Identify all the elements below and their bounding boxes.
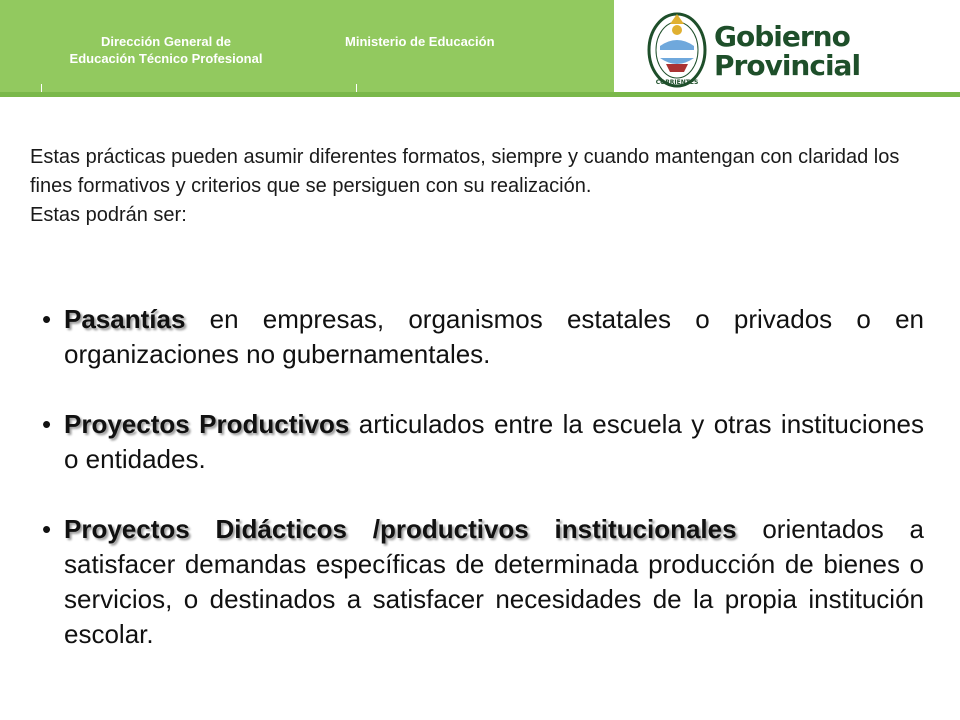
bullet-text: articulados entre la escuela y otras instituciones o entidades. <box>64 409 924 474</box>
bullet-proyectos-productivos <box>28 407 924 477</box>
bullet-pasantias <box>28 302 924 372</box>
bullet-term: Proyectos Productivos <box>64 409 350 439</box>
header-directorate <box>26 33 306 67</box>
intro-text <box>30 143 930 230</box>
corrientes-seal-icon <box>646 6 708 90</box>
bullet-dot-icon: • <box>42 514 52 544</box>
bullet-dot-icon: • <box>42 409 52 439</box>
intro-paragraph: Estas prácticas pueden asumir diferentes formatos, siempre y cuando mantengan con claridad los fines formativos y criterios que se persiguen con su realización. <box>30 146 900 197</box>
bullet-text: orientados a satisfacer demandas específicas de determinada producción de bienes o servicios, o destinados a satisfacer necesidades de la propia institución escolar. <box>64 514 924 649</box>
intro-lead: Estas podrán ser: <box>30 204 187 226</box>
bullet-list <box>28 302 924 687</box>
logo-wordmark <box>714 22 860 80</box>
header-underline <box>0 92 960 97</box>
bullet-text: en empresas, organismos estatales o privados o en organizaciones no gubernamentales. <box>64 304 924 369</box>
bullet-proyectos-didacticos <box>28 512 924 652</box>
header-bar <box>0 0 960 96</box>
header-directorate-line1: Dirección General de <box>100 34 232 49</box>
bullet-term: Pasantías <box>64 304 186 334</box>
bullet-dot-icon: • <box>42 304 52 334</box>
government-logo <box>614 0 960 96</box>
logo-line-provincial: Provincial <box>714 49 861 82</box>
logo-line-gobierno: Gobierno <box>714 20 850 53</box>
header-directorate-line2: Educación Técnico Profesional <box>69 51 263 66</box>
header-ministry: Ministerio de Educación <box>345 34 495 49</box>
seal-text: CORRIENTES <box>655 79 699 86</box>
bullet-term: Proyectos Didácticos /productivos institucionales <box>64 514 737 544</box>
